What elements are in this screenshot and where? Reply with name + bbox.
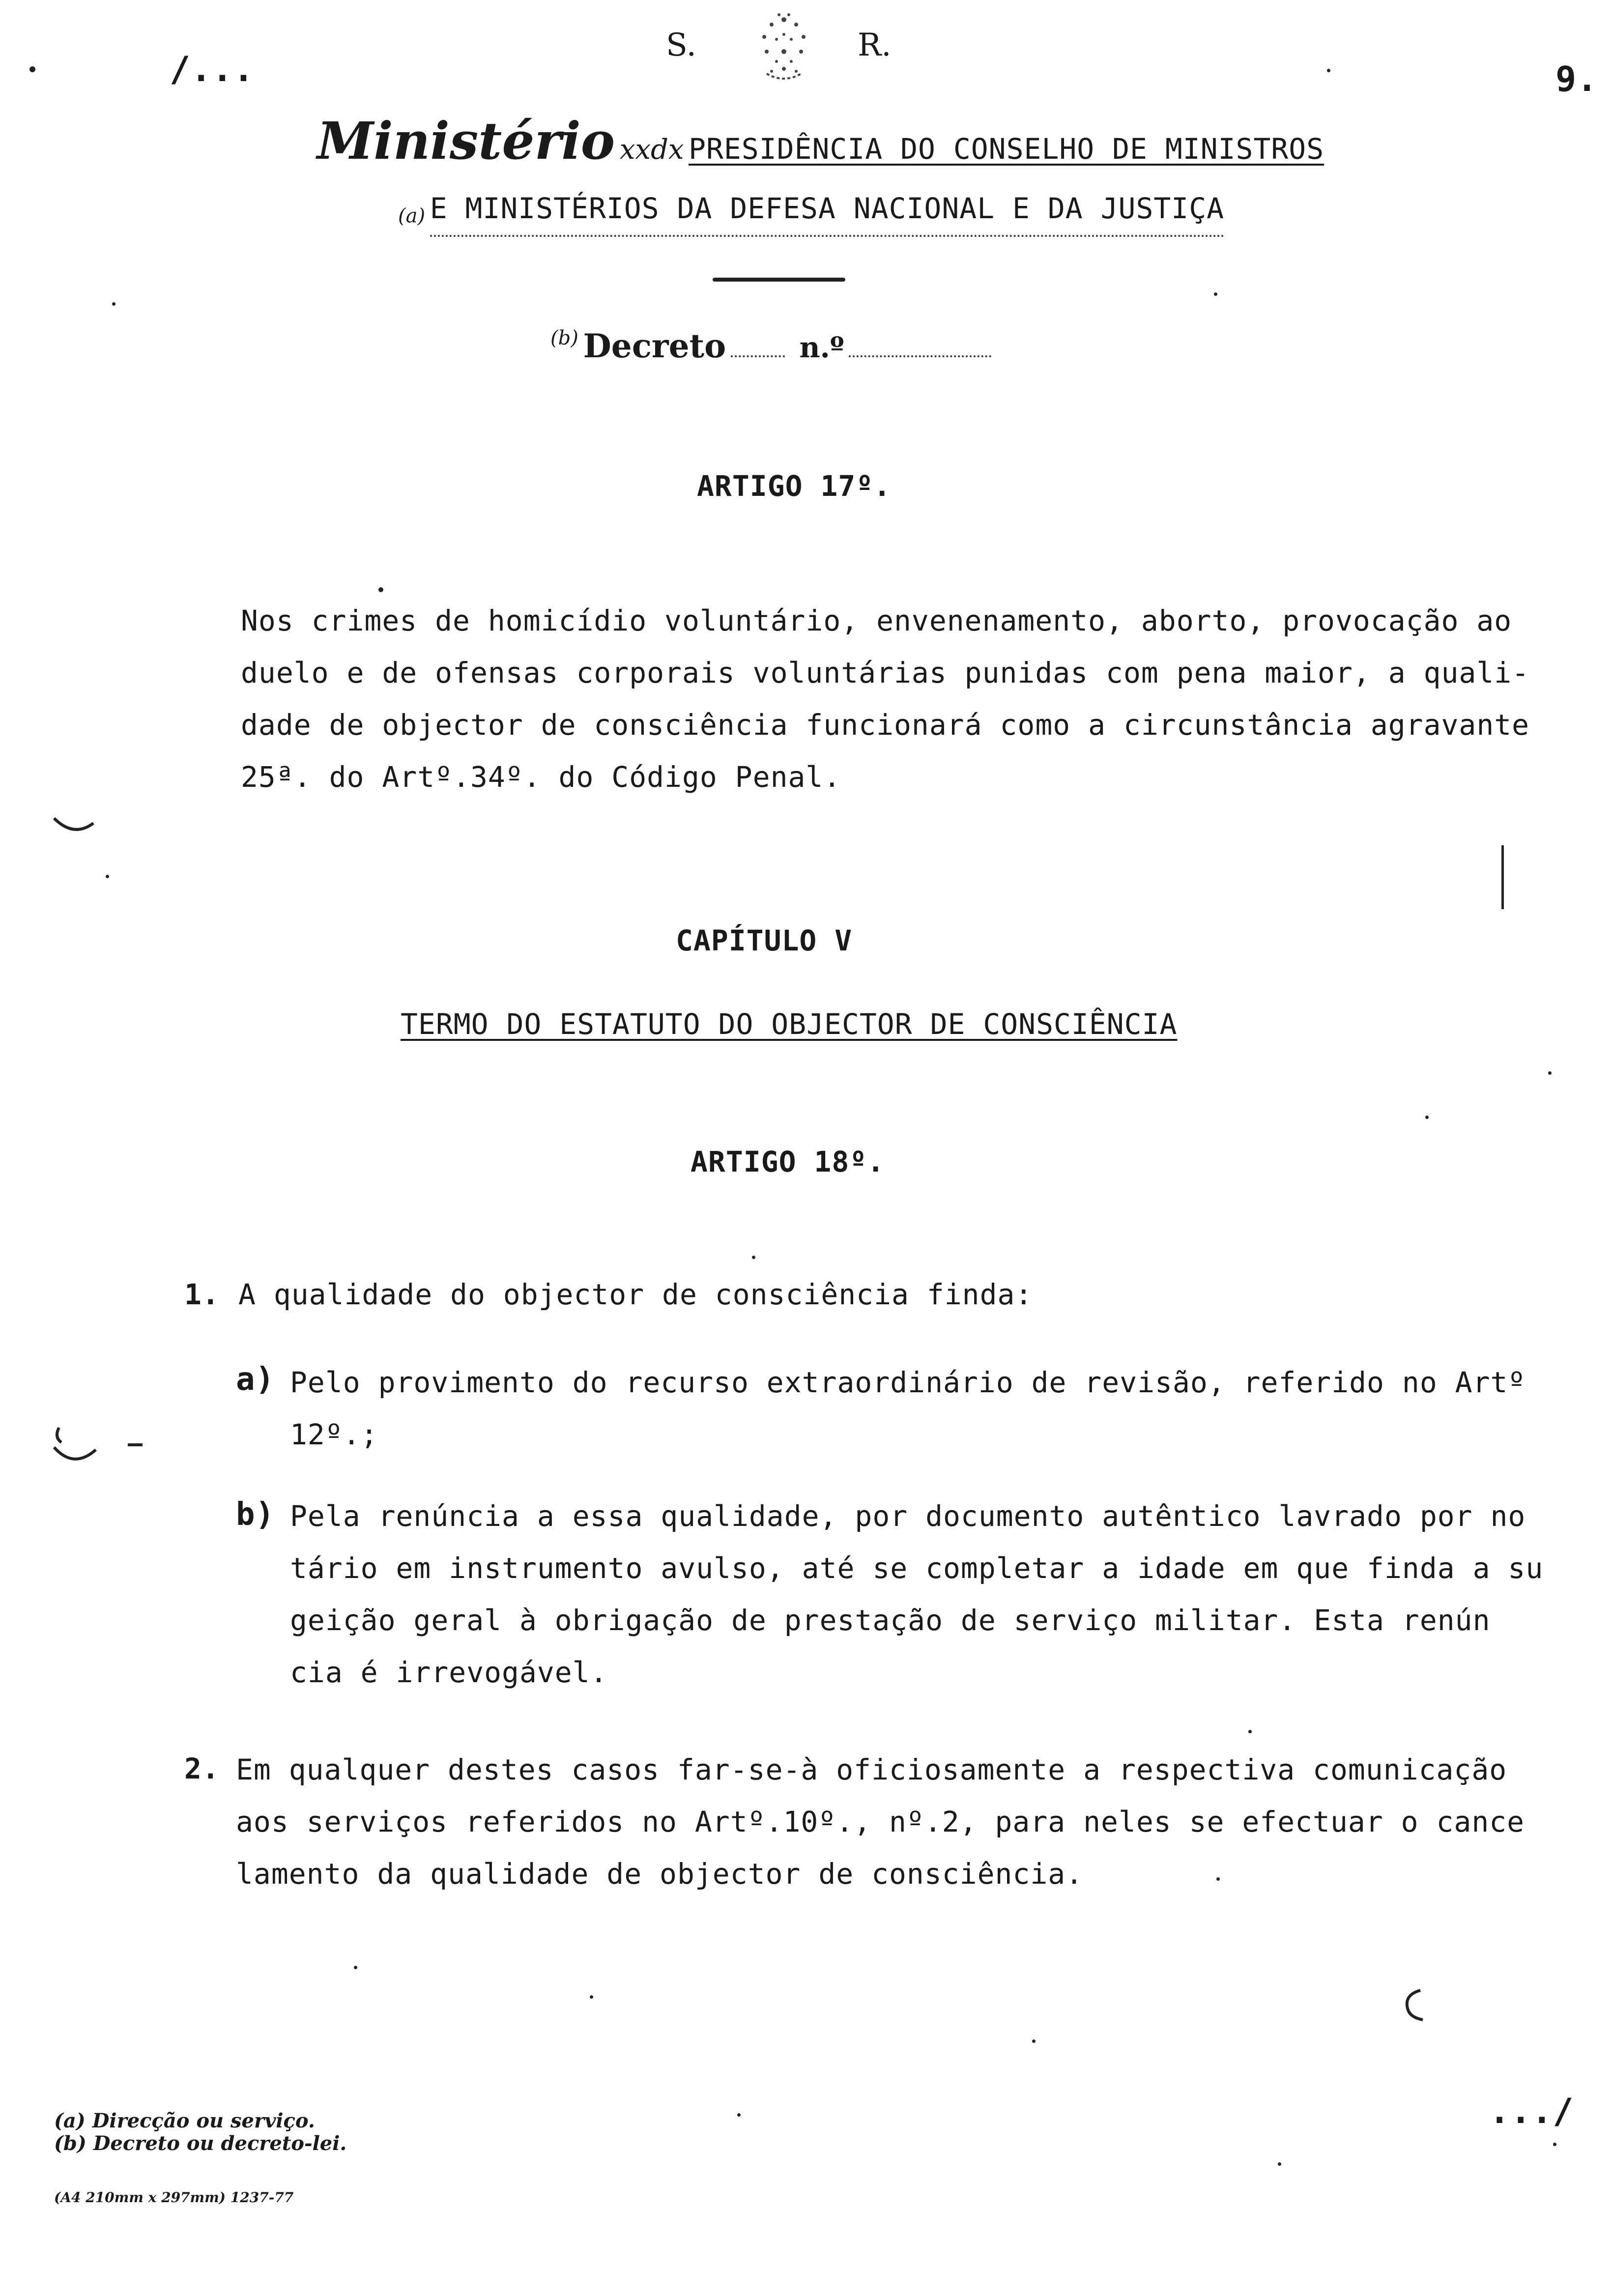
scan-speck	[378, 587, 383, 592]
item-1-text: A qualidade do objector de consciência finda:	[238, 1278, 1033, 1311]
article-17-line: 25ª. do Artº.34º. do Código Penal.	[241, 760, 841, 794]
seal-left-letter: S.	[666, 27, 696, 63]
scan-speck	[1248, 1730, 1252, 1733]
decree-number-blank	[849, 355, 991, 357]
right-margin-vertical-mark	[1501, 845, 1504, 909]
subitem-b-line: cia é irrevogável.	[290, 1656, 608, 1689]
scan-speck	[1553, 2143, 1556, 2146]
scan-speck	[354, 1966, 357, 1969]
decree-line	[550, 327, 991, 365]
ministry-presidency-text: PRESIDÊNCIA DO CONSELHO DE MINISTROS	[689, 132, 1324, 166]
header-ornament-divider	[713, 278, 845, 282]
footnote-a: (a) Direcção ou serviço.	[54, 2109, 315, 2132]
scan-speck	[1032, 2039, 1036, 2043]
decree-label: Decreto	[583, 327, 726, 365]
subitem-a-text	[290, 1356, 1526, 1461]
left-margin-punch-mark-bottom	[49, 1423, 147, 1472]
continuation-mark-top: /...	[170, 49, 255, 89]
item-2-number: 2.	[184, 1752, 220, 1785]
scan-speck	[1278, 2162, 1281, 2166]
scan-speck	[29, 66, 35, 72]
ministry-header-line1	[317, 111, 1324, 171]
chapter-title: TERMO DO ESTATUTO DO OBJECTOR DE CONSCIÊNCIA	[401, 1007, 1178, 1041]
form-code: (A4 210mm x 297mm) 1237-77	[54, 2189, 294, 2206]
ministry-header-line2	[398, 192, 1224, 228]
footnote-marker-b: (b)	[550, 327, 578, 349]
subitem-b-text	[290, 1490, 1543, 1698]
item-1-number: 1.	[184, 1278, 220, 1311]
subitem-b-label: b)	[236, 1496, 275, 1533]
scan-speck	[752, 1256, 755, 1259]
subitem-a-label: a)	[236, 1361, 275, 1398]
scan-speck	[1214, 292, 1217, 296]
ministry-script-label: Ministério	[317, 111, 615, 171]
ministry-strikeout: xxdx	[619, 134, 684, 166]
article-17-title: ARTIGO 17º.	[697, 469, 892, 503]
right-margin-curl-mark	[1398, 1985, 1428, 2025]
item-2-line: Em qualquer destes casos far-se-à oficiosamente a respectiva comunicação	[236, 1753, 1507, 1786]
article-17-line: duelo e de ofensas corporais voluntárias punidas com pena maior, a quali-	[241, 656, 1530, 689]
scan-speck	[1548, 1071, 1552, 1075]
decree-number-label: n.º	[799, 331, 844, 364]
decree-date-blank	[731, 355, 785, 357]
article-18-title: ARTIGO 18º.	[691, 1145, 885, 1178]
scan-speck	[590, 1995, 593, 1999]
subitem-a-line: 12º.;	[290, 1418, 378, 1451]
subitem-b-line: Pela renúncia a essa qualidade, por documento autêntico lavrado por no	[290, 1499, 1526, 1533]
coat-of-arms-seal-icon	[737, 5, 831, 84]
seal-right-letter: R.	[858, 27, 892, 63]
subitem-b-line: geição geral à obrigação de prestação de serviço militar. Esta renún	[290, 1604, 1491, 1637]
item-2-text	[236, 1744, 1525, 1900]
item-2-line: aos serviços referidos no Artº.10º., nº.2, para neles se efectuar o cance	[236, 1805, 1525, 1838]
footnote-b: (b) Decreto ou decreto-lei.	[54, 2132, 347, 2155]
scan-speck	[1216, 1877, 1220, 1881]
chapter-number: CAPÍTULO V	[676, 924, 853, 957]
item-2-line: lamento da qualidade de objector de consciência.	[236, 1857, 1084, 1891]
scan-speck	[737, 2113, 741, 2117]
subitem-a-line: Pelo provimento do recurso extraordinário de revisão, referido no Artº	[290, 1366, 1526, 1399]
ministry-defense-justice-text: E MINISTÉRIOS DA DEFESA NACIONAL E DA JUSTIÇA	[430, 192, 1224, 237]
scan-speck	[1425, 1116, 1429, 1119]
continuation-mark-bottom: .../	[1489, 2091, 1574, 2131]
article-17-line: dade de objector de consciência funcionará como a circunstância agravante	[241, 708, 1530, 742]
left-margin-punch-mark-top	[49, 813, 98, 843]
scan-speck	[1327, 69, 1330, 72]
page-number: 9.	[1555, 59, 1598, 99]
article-17-line: Nos crimes de homicídio voluntário, envenenamento, aborto, provocação ao	[241, 604, 1512, 637]
scan-speck	[106, 875, 109, 878]
footnote-marker-a: (a)	[398, 204, 426, 228]
scan-speck	[112, 302, 115, 306]
subitem-b-line: tário em instrumento avulso, até se completar a idade em que finda a su	[290, 1551, 1544, 1585]
article-17-body	[241, 595, 1529, 803]
